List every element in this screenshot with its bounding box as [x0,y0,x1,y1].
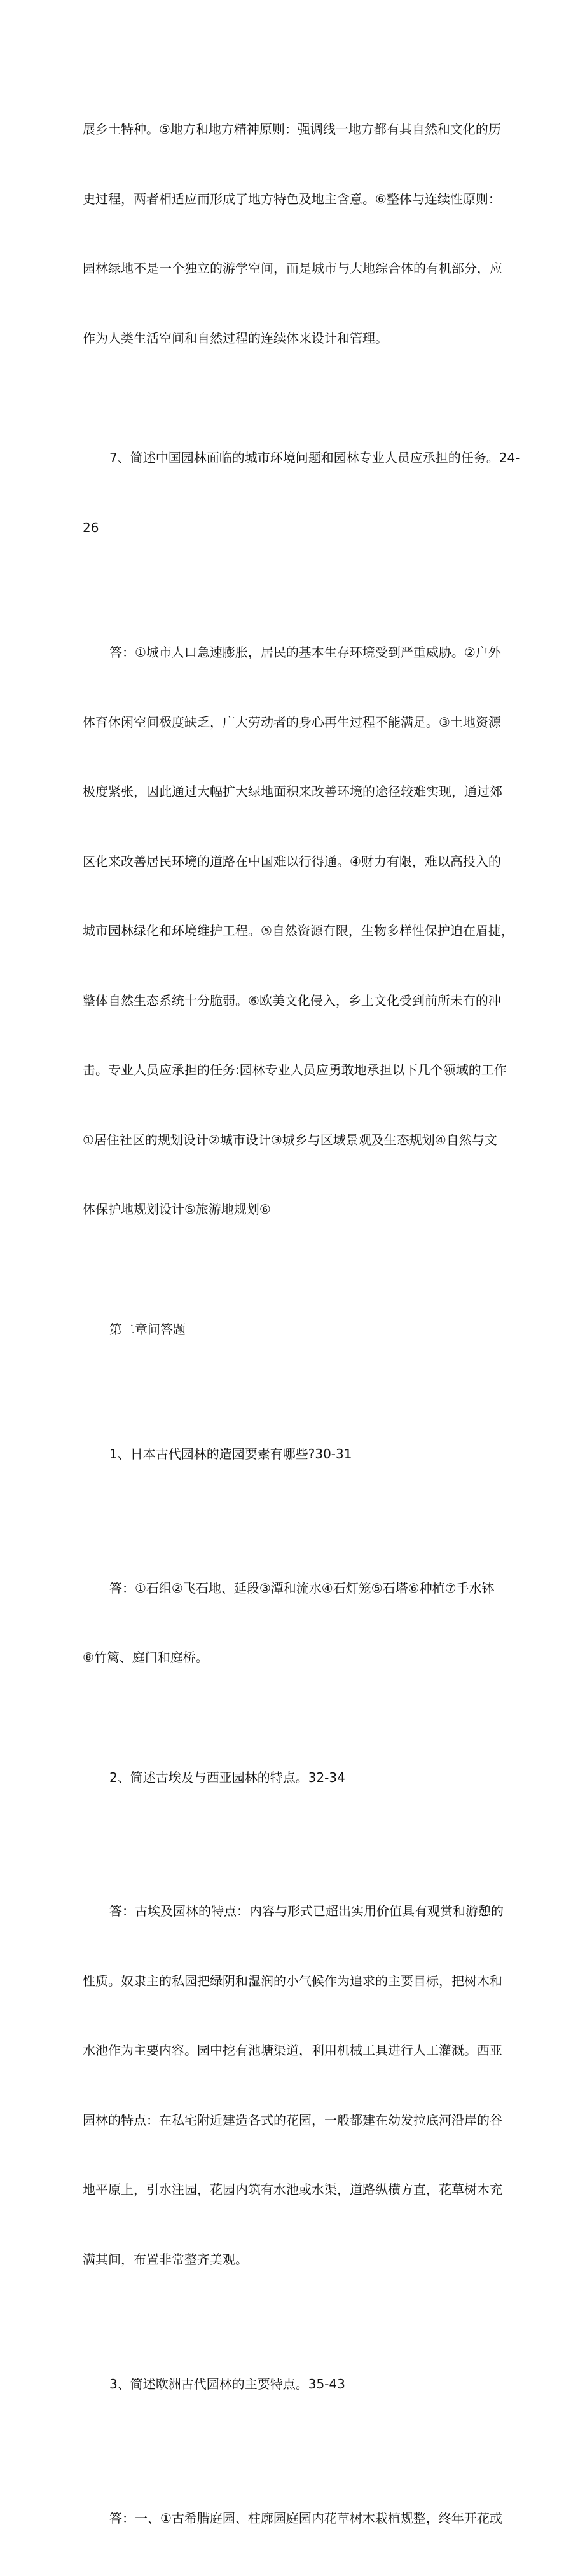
question-3 [83,2326,513,2442]
text-line: 答：一、①古希腊庭园、柱廓园庭园内花草树木栽植规整，终年开花或 [83,2507,513,2530]
text-line: 26 [83,516,513,540]
document-page [83,71,513,2576]
text-line: 体保护地规划设计⑤旅游地规划⑥ [83,1198,513,1221]
text-line: 史过程，两者相适应而形成了地方特色及地主含意。⑥整体与连续性原则： [83,188,513,211]
text-line: 体育休闲空间极度缺乏，广大劳动者的身心再生过程不能满足。③土地资源 [83,711,513,734]
chapter-heading [83,1271,513,1388]
text-line: 园林绿地不是一个独立的游学空间，而是城市与大地综合体的有机部分，应 [83,257,513,280]
text-line: ①居住社区的规划设计②城市设计③城乡与区域景观及生态规划④自然与文 [83,1128,513,1152]
text-line: 3、简述欧洲古代园林的主要特点。35-43 [83,2373,513,2396]
question-1 [83,1396,513,1512]
text-line: 击。专业人员应承担的任务:园林专业人员应勇敢地承担以下几个领域的工作 [83,1058,513,1082]
text-line: ⑧竹篱、庭门和庭桥。 [83,1646,513,1669]
text-line: 第二章问答题 [83,1318,513,1341]
answer-2 [83,1853,513,2317]
text-line: 园林的特点：在私宅附近建造各式的花园，一般都建在幼发拉底河沿岸的谷 [83,2109,513,2132]
text-line: 答：①城市人口急速膨胀，居民的基本生存环境受到严重威胁。②户外 [83,641,513,664]
text-line: 极度紧张，因此通过大幅扩大绿地面积来改善环境的途径较难实现，通过郊 [83,780,513,804]
text-line: 整体自然生态系统十分脆弱。⑥欧美文化侵入，乡土文化受到前所未有的冲 [83,989,513,1013]
text-line: 满其间，布置非常整齐美观。 [83,2248,513,2271]
text-line: 2、简述古埃及与西亚园林的特点。32-34 [83,1766,513,1790]
text-line: 作为人类生活空间和自然过程的连续体来设计和管理。 [83,327,513,350]
answer-7 [83,594,513,1268]
paragraph-continuation [83,71,513,396]
text-line: 城市园林绿化和环境维护工程。⑤自然资源有限，生物多样性保护迫在眉捷， [83,919,513,943]
text-line: 展乡土特种。⑤地方和地方精神原则：强调线一地方都有其自然和文化的历 [83,118,513,141]
text-line: 地平原上，引水注园，花园内筑有水池或水渠，道路纵横方直，花草树木充 [83,2178,513,2202]
text-line: 1、日本古代园林的造园要素有哪些?30-31 [83,1442,513,1466]
question-2 [83,1720,513,1836]
question-7 [83,400,513,586]
text-line: 7、简述中国园林面临的城市环境问题和园林专业人员应承担的任务。24- [83,446,513,470]
answer-3 [83,2460,513,2576]
text-line: 答：①石组②飞石地、延段③潭和流水④石灯笼⑤石塔⑥种植⑦手水钵 [83,1577,513,1600]
text-line: 性质。奴隶主的私园把绿阴和湿润的小气候作为追求的主要目标，把树木和 [83,1970,513,1993]
answer-1 [83,1530,513,1716]
text-line: 答：古埃及园林的特点：内容与形式已超出实用价值具有观赏和游憩的 [83,1900,513,1923]
text-line: 区化来改善居民环境的道路在中国难以行得通。④财力有限，难以高投入的 [83,850,513,874]
text-line: 水池作为主要内容。园中挖有池塘渠道，利用机械工具进行人工灌溉。西亚 [83,2039,513,2062]
